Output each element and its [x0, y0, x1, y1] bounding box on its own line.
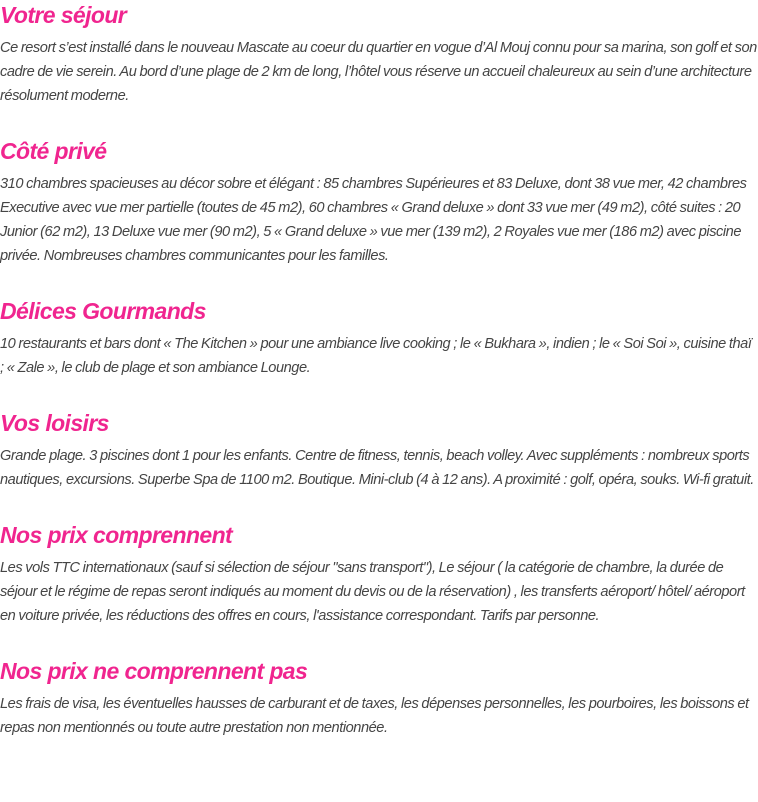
section-nos-prix-comprennent: [0, 520, 758, 628]
section-nos-prix-ne-comprennent-pas: [0, 656, 758, 740]
section-votre-sejour: [0, 0, 758, 108]
section-text: Les vols TTC internationaux (sauf si sélection de séjour "sans transport"), Le séjour ( la catégorie de chambre, la durée de séjour et le régime de repas seront indiqués au moment du devis ou de la réservation) , les transferts aéroport/ hôtel/ aéroport en voiture privée, les réductions des offres en cours, l'assistance correspondant. Tarifs par personne.: [0, 560, 745, 624]
section-title: Côté privé: [0, 138, 107, 164]
section-delices-gourmands: [0, 296, 758, 380]
section-title: Nos prix ne comprennent pas: [0, 658, 308, 684]
section-text: 10 restaurants et bars dont « The Kitchen » pour une ambiance live cooking ; le « Bukhara », indien ; le « Soi Soi », cuisine thaï ; « Zale », le club de plage et son ambiance Lounge.: [0, 336, 752, 376]
section-text: Les frais de visa, les éventuelles hausses de carburant et de taxes, les dépenses personnelles, les pourboires, les boissons et repas non mentionnés ou toute autre prestation non mentionnée.: [0, 696, 749, 736]
section-title: Votre séjour: [0, 2, 127, 28]
section-cote-prive: [0, 136, 758, 268]
section-title: Vos loisirs: [0, 410, 109, 436]
section-text: Grande plage. 3 piscines dont 1 pour les enfants. Centre de fitness, tennis, beach volley. Avec suppléments : nombreux sports nautiques, excursions. Superbe Spa de 1100 m2. Boutique. Mini-club (4 à 12 ans). A proximité : golf, opéra, souks. Wi-fi gratuit.: [0, 448, 754, 488]
section-title: Nos prix comprennent: [0, 522, 233, 548]
section-text: Ce resort s’est installé dans le nouveau Mascate au coeur du quartier en vogue d’Al Mouj connu pour sa marina, son golf et son cadre de vie serein. Au bord d’une plage de 2 km de long, l’hôtel vous réserve un accueil chaleureux au sein d’une architecture résolument moderne.: [0, 40, 757, 104]
section-text: 310 chambres spacieuses au décor sobre et élégant : 85 chambres Supérieures et 83 Deluxe, dont 38 vue mer, 42 chambres Executive avec vue mer partielle (toutes de 45 m2), 60 chambres « Grand deluxe » dont 33 vue mer (49 m2), côté suites : 20 Junior (62 m2), 13 Deluxe vue mer (90 m2), 5 « Grand deluxe » vue mer (139 m2), 2 Royales vue mer (186 m2) avec piscine privée. Nombreuses chambres communicantes pour les familles.: [0, 176, 747, 264]
section-vos-loisirs: [0, 408, 758, 492]
section-title: Délices Gourmands: [0, 298, 206, 324]
